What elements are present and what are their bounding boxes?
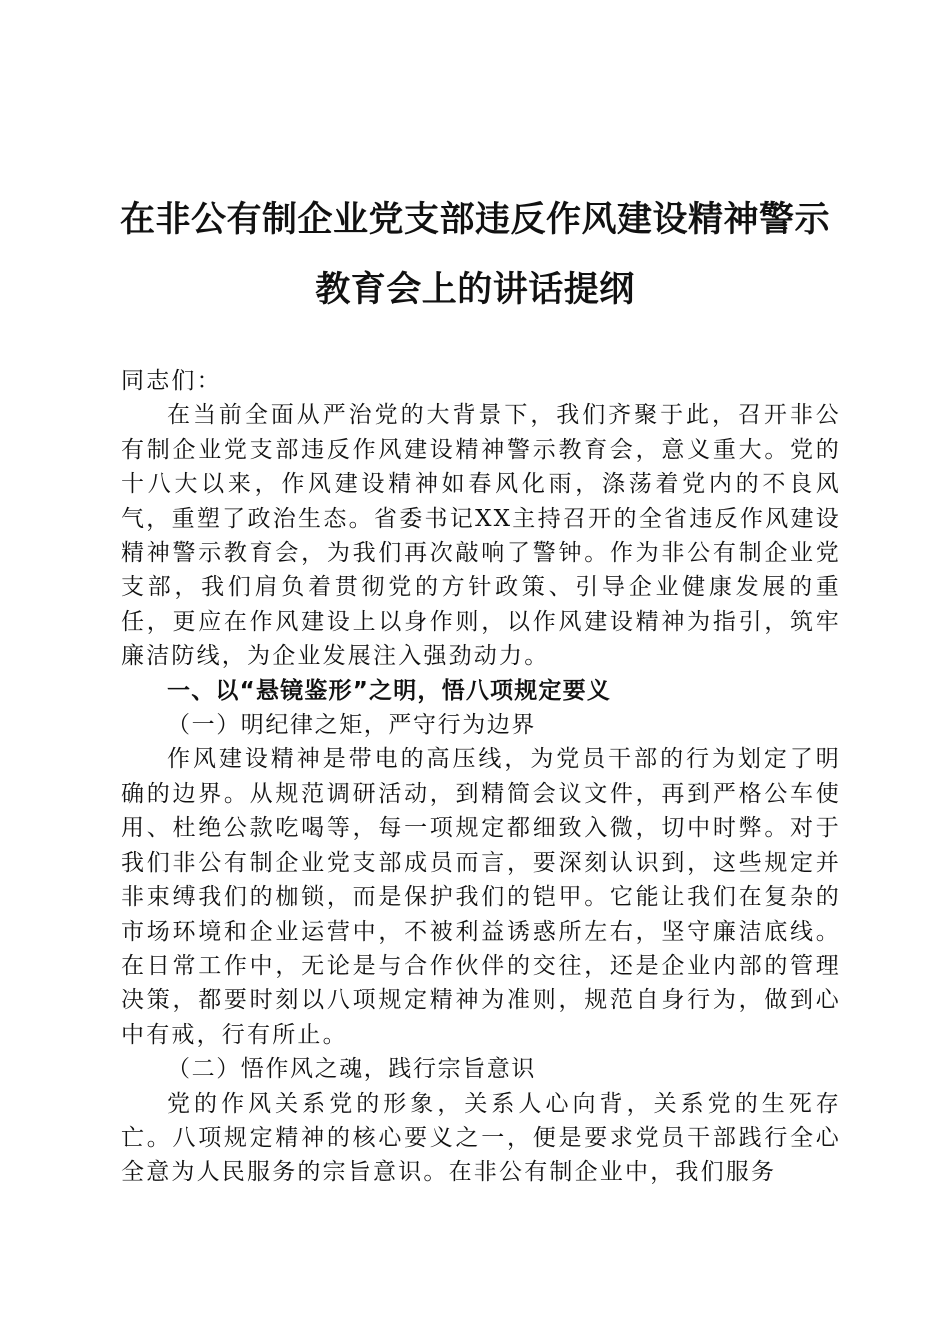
subsection-1-paragraph: 作风建设精神是带电的高压线，为党员干部的行为划定了明确的边界。从规范调研活动，到精简会议文件，再到严格公车使用、杜绝公款吃喝等，每一项规定都细致入微，切中时弊。对于我们非公有制企业党支部成员而言，要深刻认识到，这些规定并非束缚我们的枷锁，而是保护我们的铠甲。它能让我们在复杂的市场环境和企业运营中，不被利益诱惑所左右，坚守廉洁底线。在日常工作中，无论是与合作伙伴的交往，还是企业内部的管理决策，都要时刻以八项规定精神为准则，规范自身行为，做到心中有戒，行有所止。 — [121, 746, 841, 1048]
section-1-heading: 一、以“悬镜鉴形”之明，悟八项规定要义 — [167, 677, 612, 704]
subsection-2-paragraph: 党的作风关系党的形象，关系人心向背，关系党的生死存亡。八项规定精神的核心要义之一，便是要求党员干部践行全心全意为人民服务的宗旨意识。在非公有制企业中，我们服务 — [121, 1090, 841, 1186]
salutation: 同志们： — [121, 368, 222, 394]
document-title-line-1: 在非公有制企业党支部违反作风建设精神警示 — [119, 200, 830, 240]
subsection-2-heading: （二）悟作风之魂，践行宗旨意识 — [167, 1056, 536, 1083]
document-body — [121, 364, 841, 1190]
document-title-line-2: 教育会上的讲话提纲 — [315, 270, 635, 310]
intro-paragraph: 在当前全面从严治党的大背景下，我们齐聚于此，召开非公有制企业党支部违反作风建设精神警示教育会，意义重大。党的十八大以来，作风建设精神如春风化雨，涤荡着党内的不良风气，重塑了政治生态。省委书记XX主持召开的全省违反作风建设精神警示教育会，为我们再次敲响了警钟。作为非公有制企业党支部，我们肩负着贯彻党的方针政策、引导企业健康发展的重任，更应在作风建设上以身作则，以作风建设精神为指引，筑牢廉洁防线，为企业发展注入强劲动力。 — [121, 402, 841, 670]
subsection-1-heading: （一）明纪律之矩，严守行为边界 — [167, 712, 536, 739]
